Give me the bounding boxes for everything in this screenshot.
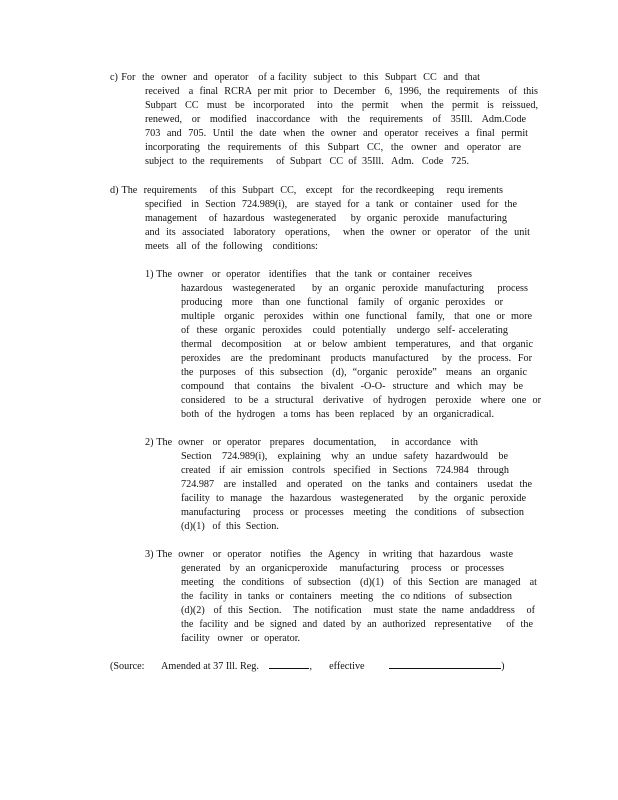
source-comma: , [309, 661, 313, 672]
paragraph-line: subject to the requirements of Subpart CC of 35Ill. Adm. Code 725. [145, 156, 469, 167]
paragraph-line: the facility in tanks or containers meeting the co nditions of subsection [181, 591, 512, 602]
paragraph-line: peroxides are the predominant products manufactured by the process. For [181, 353, 532, 364]
source-label: (Source: [110, 661, 145, 672]
paragraph-line: (d)(2) of this Section. The notification must state the name andaddress of [181, 605, 535, 616]
paragraph-line: Subpart CC must be incorporated into the permit when the permit is reissued, [145, 100, 538, 111]
paragraph-line: meets all of the following conditions: [145, 241, 318, 252]
paragraph-line: compound that contains the bivalent -O-O- structure and which may be [181, 381, 523, 392]
paragraph-line: (d)(1) of this Section. [181, 521, 279, 532]
paragraph-line: specified in Section 724.989(i), are stayed for a tank or container used for the [145, 199, 517, 210]
paragraph-line: incorporating the requirements of this Subpart CC, the owner and operator are [145, 142, 521, 153]
source-amended-text: Amended at 37 Ill. Reg. [161, 661, 259, 672]
paragraph-line: 724.987 are installed and operated on the tanks and containers usedat the [181, 479, 532, 490]
paragraph-line: and its associated laboratory operations, when the owner or operator of the unit [145, 227, 530, 238]
paragraph-line: producing more than one functional family of organic peroxides or [181, 297, 503, 308]
paragraph-line: created if air emission controls specified in Sections 724.984 through [181, 465, 509, 476]
paragraph-line: 3) The owner or operator notifies the Agency in writing that hazardous waste [145, 549, 513, 560]
effective-date-blank [389, 657, 501, 669]
paragraph-line: 703 and 705. Until the date when the owner and operator receives a final permit [145, 128, 528, 139]
paragraph-line: multiple organic peroxides within one functional family, that one or more [181, 311, 532, 322]
paragraph-line: generated by an organicperoxide manufacturing process or processes [181, 563, 504, 574]
paragraph-line: considered to be a structural derivative of hydrogen peroxide where one or [181, 395, 541, 406]
paragraph-line: the purposes of this subsection (d), “organic peroxide” means an organic [181, 367, 527, 378]
source-effective-label: effective [329, 661, 365, 672]
register-blank [269, 657, 309, 669]
paragraph-line: thermal decomposition at or below ambient temperatures, and that organic [181, 339, 533, 350]
paragraph-line: meeting the conditions of subsection (d)(1) of this Section are managed at [181, 577, 537, 588]
paragraph-line: management of hazardous wastegenerated by organic peroxide manufacturing [145, 213, 507, 224]
source-close-paren: ) [501, 661, 505, 672]
paragraph-line: 1) The owner or operator identifies that the tank or container receives [145, 269, 472, 280]
paragraph-line: both of the hydrogen a toms has been replaced by an organicradical. [181, 409, 494, 420]
paragraph-line: c) For the owner and operator of a facility subject to this Subpart CC and that [110, 72, 480, 83]
paragraph-line: manufacturing process or processes meeting the conditions of subsection [181, 507, 524, 518]
source-note [110, 657, 510, 674]
paragraph-line: of these organic peroxides could potentially undergo self- accelerating [181, 325, 508, 336]
paragraph-line: Section 724.989(i), explaining why an undue safety hazardwould be [181, 451, 508, 462]
paragraph-line: facility owner or operator. [181, 633, 301, 644]
paragraph-line: the facility and be signed and dated by an authorized representative of the [181, 619, 533, 630]
paragraph-line: facility to manage the hazardous wastegenerated by the organic peroxide [181, 493, 526, 504]
paragraph-line: received a final RCRA per mit prior to December 6, 1996, the requirements of this [145, 86, 538, 97]
paragraph-line: hazardous wastegenerated by an organic peroxide manufacturing process [181, 283, 528, 294]
paragraph-line: renewed, or modified inaccordance with the requirements of 35Ill. Adm.Code [145, 114, 526, 125]
paragraph-line: d) The requirements of this Subpart CC, except for the recordkeeping requ irements [110, 185, 503, 196]
paragraph-line: 2) The owner or operator prepares documentation, in accordance with [145, 437, 478, 448]
